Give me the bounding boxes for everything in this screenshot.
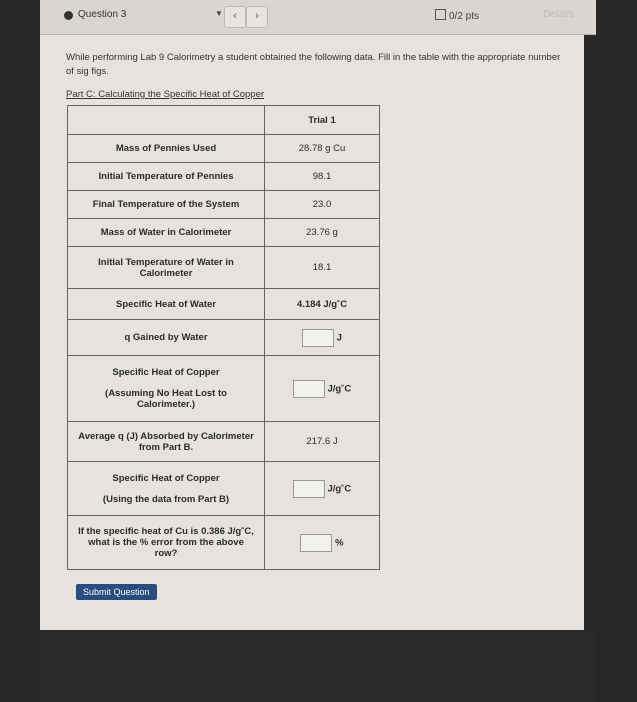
table-row — [68, 320, 380, 356]
points-label: 0/2 pts — [449, 11, 480, 22]
row-label: Initial Temperature of Pennies — [68, 163, 265, 191]
row-label: Final Temperature of the System — [68, 191, 265, 219]
table-header-blank — [68, 106, 265, 135]
question-status-dot — [64, 11, 73, 20]
points-indicator — [435, 9, 479, 22]
next-question-button[interactable]: › — [246, 6, 268, 28]
unit-label: J — [336, 332, 342, 344]
previous-question-button[interactable]: ‹ — [224, 6, 246, 28]
row-label: Specific Heat of Copper — [112, 472, 220, 484]
question-toolbar — [40, 0, 596, 35]
row-label: Specific Heat of Water — [68, 289, 265, 320]
row-sublabel: (Using the data from Part B) — [102, 493, 230, 505]
row-label: Specific Heat of Copper — [112, 367, 220, 378]
row-value: 98.1 — [265, 163, 380, 191]
answer-cell — [265, 356, 380, 422]
unit-label: % — [335, 537, 344, 549]
answer-cell — [265, 516, 380, 570]
table-row — [68, 462, 380, 516]
background-footer — [40, 632, 596, 702]
row-value: 18.1 — [265, 247, 380, 289]
table-row — [68, 219, 380, 247]
table-row — [68, 191, 380, 219]
row-label: q Gained by Water — [68, 320, 265, 356]
part-title: Part C: Calculating the Specific Heat of Copper — [66, 89, 265, 100]
answer-cell — [265, 320, 380, 356]
chevron-down-icon[interactable]: ▼ — [215, 9, 223, 18]
table-row — [68, 516, 380, 570]
row-label: If the specific heat of Cu is 0.386 J/g˚C, what is the % error from the above row? — [68, 516, 265, 570]
details-link[interactable]: Details — [543, 9, 574, 20]
specific-heat-copper-input[interactable] — [293, 380, 325, 398]
row-label: Mass of Water in Calorimeter — [68, 219, 265, 247]
data-table — [67, 105, 380, 570]
row-value: 28.78 g Cu — [265, 135, 380, 163]
row-value: 23.76 g — [265, 219, 380, 247]
table-row — [68, 247, 380, 289]
unit-label: J/g˚C — [327, 383, 352, 395]
submit-question-button[interactable]: Submit Question — [76, 584, 157, 600]
question-intro: While performing Lab 9 Calorimetry a student obtained the following data. Fill in the table with the appropriate number of sig figs. — [66, 52, 561, 77]
specific-heat-copper-part-b-input[interactable] — [293, 480, 325, 498]
question-body — [40, 35, 584, 630]
percent-error-input[interactable] — [300, 534, 332, 552]
table-row — [68, 135, 380, 163]
table-row — [68, 163, 380, 191]
q-water-input[interactable] — [302, 329, 334, 347]
row-value: 4.184 J/g˚C — [265, 289, 380, 320]
row-sublabel: (Assuming No Heat Lost to Calorimeter.) — [105, 388, 227, 410]
row-label: Average q (J) Absorbed by Calorimeter from Part B. — [68, 422, 265, 462]
table-row — [68, 422, 380, 462]
row-value: 217.6 J — [265, 422, 380, 462]
row-label: Initial Temperature of Water in Calorimeter — [68, 247, 265, 289]
answer-cell — [265, 462, 380, 516]
row-value: 23.0 — [265, 191, 380, 219]
table-row — [68, 356, 380, 422]
row-label-group — [68, 462, 265, 516]
row-label-group — [68, 356, 265, 422]
row-label: Mass of Pennies Used — [68, 135, 265, 163]
checkbox-icon — [435, 9, 446, 20]
table-row — [68, 289, 380, 320]
unit-label: J/g˚C — [327, 483, 352, 495]
question-selector-label[interactable]: Question 3 — [78, 9, 127, 20]
table-header-trial: Trial 1 — [265, 106, 380, 135]
